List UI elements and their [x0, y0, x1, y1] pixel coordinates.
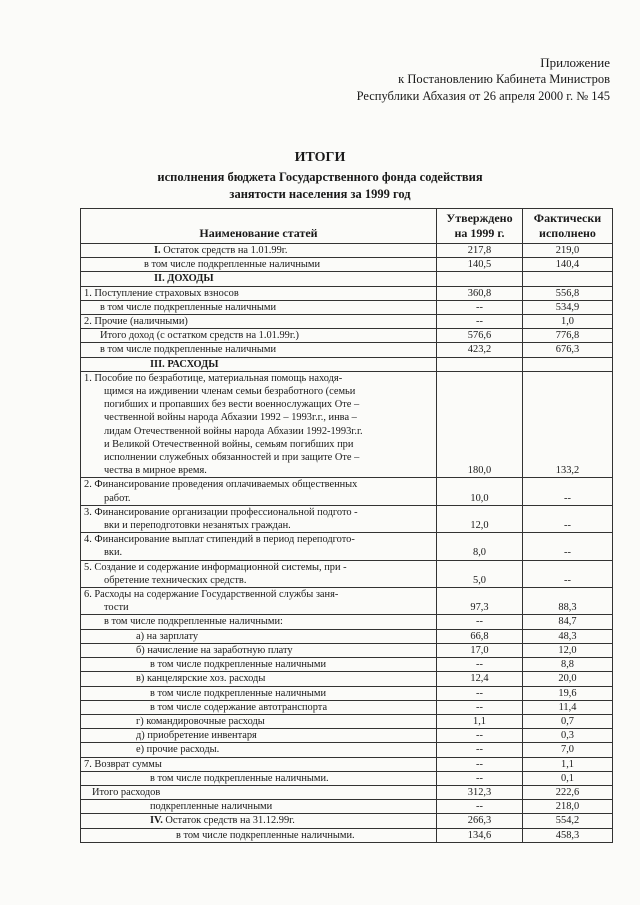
item-name-text: IV. Остаток средств на 31.12.99г.: [150, 815, 295, 827]
table-row: [81, 329, 613, 343]
table-row: [81, 615, 613, 629]
approved-value: [437, 272, 523, 286]
table-row: [81, 800, 613, 814]
table-row: [81, 771, 613, 785]
table-row: [81, 686, 613, 700]
actual-value: 219,0: [523, 244, 613, 258]
item-name-line: 6. Расходы на содержание Государственной службы заня-: [84, 589, 339, 601]
item-name-cell: [81, 714, 437, 728]
actual-value: [523, 272, 613, 286]
item-name-text: 2. Прочие (наличными): [84, 316, 188, 328]
approved-value: 10,0: [437, 478, 523, 505]
approved-value: --: [437, 686, 523, 700]
budget-table: [80, 208, 613, 843]
item-name-cell: [81, 729, 437, 743]
item-name-text: I. Остаток средств на 1.01.99г.: [154, 245, 288, 256]
table-row: [81, 533, 613, 560]
table-row: [81, 272, 613, 286]
item-name-cell: [81, 300, 437, 314]
actual-value: 133,2: [523, 371, 613, 478]
approved-value: --: [437, 743, 523, 757]
item-name-cell: [81, 700, 437, 714]
item-name-cell: [81, 814, 437, 828]
table-row: [81, 588, 613, 615]
item-name-cell: [81, 615, 437, 629]
item-name-cell: [81, 588, 437, 615]
item-name-line: лидам Отечественной войны народа Абхазии 1992-1993г.г.: [104, 425, 363, 437]
item-name-cell: [81, 658, 437, 672]
actual-value: 0,3: [523, 729, 613, 743]
item-name-cell: [81, 286, 437, 300]
header-item-name: Наименование статей: [81, 209, 437, 244]
item-name-text: е) прочие расходы.: [136, 744, 220, 756]
table-row: [81, 814, 613, 828]
item-name-line: работ.: [104, 492, 131, 504]
item-name-cell: [81, 357, 437, 371]
approved-value: 5,0: [437, 560, 523, 587]
table-row: [81, 315, 613, 329]
item-name-cell: [81, 629, 437, 643]
approved-value: --: [437, 658, 523, 672]
actual-value: 48,3: [523, 629, 613, 643]
table-header-row: [81, 209, 613, 244]
table-row: [81, 300, 613, 314]
approved-value: 180,0: [437, 371, 523, 478]
item-name-text: в том числе подкрепленные наличными: [100, 344, 277, 356]
approved-value: 360,8: [437, 286, 523, 300]
item-name-cell: [81, 505, 437, 532]
item-name-line: вки и переподготовки незанятых граждан.: [104, 520, 291, 532]
item-name-cell: [81, 743, 437, 757]
actual-value: 19,6: [523, 686, 613, 700]
actual-value: 0,7: [523, 714, 613, 728]
approved-value: --: [437, 700, 523, 714]
table-row: [81, 672, 613, 686]
actual-value: 88,3: [523, 588, 613, 615]
approved-value: 217,8: [437, 244, 523, 258]
item-name-cell: [81, 533, 437, 560]
item-name-text: II. ДОХОДЫ: [154, 273, 214, 285]
item-name-text: в том числе подкрепленные наличными:: [104, 616, 283, 628]
item-name-text: б) начисление на заработную плату: [136, 644, 293, 656]
approved-value: 576,6: [437, 329, 523, 343]
actual-value: --: [523, 478, 613, 505]
item-name-cell: [81, 560, 437, 587]
table-row: [81, 785, 613, 799]
table-row: [81, 729, 613, 743]
actual-value: 11,4: [523, 700, 613, 714]
item-name-cell: [81, 329, 437, 343]
table-row: [81, 643, 613, 657]
actual-value: 556,8: [523, 286, 613, 300]
item-name-text: в том числе подкрепленные наличными.: [150, 772, 329, 784]
actual-value: 1,0: [523, 315, 613, 329]
table-row: [81, 357, 613, 371]
approved-value: 66,8: [437, 629, 523, 643]
item-name-cell: [81, 757, 437, 771]
item-name-line: тости: [104, 602, 129, 614]
actual-value: 218,0: [523, 800, 613, 814]
approved-value: 312,3: [437, 785, 523, 799]
actual-value: 554,2: [523, 814, 613, 828]
approved-value: --: [437, 800, 523, 814]
table-row: [81, 244, 613, 258]
actual-value: 676,3: [523, 343, 613, 357]
item-name-text: в том числе подкрепленные наличными: [150, 687, 327, 699]
approved-value: 1,1: [437, 714, 523, 728]
item-name-cell: [81, 771, 437, 785]
approved-value: --: [437, 771, 523, 785]
actual-value: 7,0: [523, 743, 613, 757]
item-name-cell: [81, 272, 437, 286]
item-name-line: вки.: [104, 547, 123, 559]
actual-value: 458,3: [523, 828, 613, 842]
table-row: [81, 658, 613, 672]
actual-value: 84,7: [523, 615, 613, 629]
item-name-text: в том числе подкрепленные наличными: [100, 301, 277, 313]
item-name-line: 3. Финансирование организации профессиональной подгото -: [84, 506, 358, 518]
header-approved: Утверждено на 1999 г.: [437, 209, 523, 244]
item-name-cell: [81, 643, 437, 657]
actual-value: 8,8: [523, 658, 613, 672]
item-name-line: 1. Пособие по безработице, материальная помощь находя-: [84, 372, 343, 384]
actual-value: 222,6: [523, 785, 613, 799]
approved-value: --: [437, 757, 523, 771]
item-name-text: Итого расходов: [92, 786, 161, 798]
document-title: ИТОГИ: [294, 150, 346, 165]
item-name-line: 2. Финансирование проведения оплачиваемых общественных: [84, 479, 358, 491]
item-name-text: д) приобретение инвентаря: [136, 730, 257, 742]
item-name-cell: [81, 686, 437, 700]
actual-value: [523, 357, 613, 371]
actual-value: 12,0: [523, 643, 613, 657]
item-name-cell: [81, 785, 437, 799]
document-header: [230, 54, 610, 105]
actual-value: --: [523, 505, 613, 532]
item-name-line: чества в мирное время.: [104, 465, 207, 477]
actual-value: 776,8: [523, 329, 613, 343]
item-name-cell: [81, 800, 437, 814]
approved-value: 423,2: [437, 343, 523, 357]
header-actual: Фактически исполнено: [523, 209, 613, 244]
item-name-line: щимся на иждивении членам семьи безработного (семьи: [104, 386, 356, 398]
approved-value: 134,6: [437, 828, 523, 842]
item-name-cell: [81, 828, 437, 842]
table-row: [81, 757, 613, 771]
item-name-line: чественной войны народа Абхазии 1992 – 1993г.г., инва –: [104, 412, 357, 424]
table-row: [81, 714, 613, 728]
item-name-text: в том числе подкрепленные наличными: [150, 659, 327, 671]
approved-value: [437, 357, 523, 371]
item-name-text: III. РАСХОДЫ: [150, 358, 219, 370]
item-name-line: обретение технических средств.: [104, 574, 247, 586]
item-name-line: 4. Финансирование выплат стипендий в период переподгото-: [84, 534, 355, 546]
actual-value: --: [523, 533, 613, 560]
table-row: [81, 371, 613, 478]
item-name-cell: [81, 672, 437, 686]
item-name-line: исполнении служебных обязанностей и при защите Оте –: [104, 452, 360, 464]
table-row: [81, 743, 613, 757]
table-body: [81, 244, 613, 843]
table-row: [81, 286, 613, 300]
approved-value: 97,3: [437, 588, 523, 615]
approved-value: 8,0: [437, 533, 523, 560]
table-row: [81, 505, 613, 532]
item-name-text: в том числе подкрепленные наличными.: [176, 829, 355, 841]
document-subtitle-line1: исполнения бюджета Государственного фонда содействия: [157, 170, 483, 184]
item-name-text: подкрепленные наличными: [150, 801, 273, 813]
table-row: [81, 343, 613, 357]
item-name-cell: [81, 343, 437, 357]
decree-reference: к Постановлению Кабинета Министров: [398, 72, 610, 86]
item-name-cell: [81, 478, 437, 505]
item-name-cell: [81, 258, 437, 272]
actual-value: 0,1: [523, 771, 613, 785]
item-name-cell: [81, 315, 437, 329]
item-name-text: в) канцелярские хоз. расходы: [136, 673, 266, 685]
item-name-text: в том числе содержание автотранспорта: [150, 701, 328, 713]
appendix-label: Приложение: [540, 55, 610, 70]
table-row: [81, 700, 613, 714]
table-row: [81, 258, 613, 272]
item-name-line: погибших и пропавших без вести военнослужащих Оте –: [104, 399, 360, 411]
approved-value: --: [437, 729, 523, 743]
decree-date: Республики Абхазия от 26 апреля 2000 г. № 145: [356, 89, 610, 103]
table-row: [81, 629, 613, 643]
item-name-text: в том числе подкрепленные наличными: [144, 259, 321, 271]
actual-value: 140,4: [523, 258, 613, 272]
item-name-line: и Великой Отечественной войны, семьям погибших при: [104, 438, 354, 450]
table-row: [81, 478, 613, 505]
table-row: [81, 828, 613, 842]
document-subtitle-line2: занятости населения за 1999 год: [229, 187, 411, 201]
approved-value: --: [437, 315, 523, 329]
item-name-text: 7. Возврат суммы: [84, 758, 162, 770]
actual-value: 20,0: [523, 672, 613, 686]
item-name-text: 1. Поступление страховых взносов: [84, 287, 239, 299]
approved-value: --: [437, 615, 523, 629]
actual-value: 1,1: [523, 757, 613, 771]
approved-value: 17,0: [437, 643, 523, 657]
item-name-cell: [81, 244, 437, 258]
approved-value: 12,4: [437, 672, 523, 686]
item-name-text: г) командировочные расходы: [136, 715, 265, 727]
approved-value: --: [437, 300, 523, 314]
actual-value: 534,9: [523, 300, 613, 314]
approved-value: 140,5: [437, 258, 523, 272]
approved-value: 12,0: [437, 505, 523, 532]
item-name-line: 5. Создание и содержание информационной системы, при -: [84, 561, 347, 573]
item-name-cell: [81, 371, 437, 478]
actual-value: --: [523, 560, 613, 587]
approved-value: 266,3: [437, 814, 523, 828]
item-name-text: Итого доход (с остатком средств на 1.01.99г.): [100, 330, 299, 342]
table-row: [81, 560, 613, 587]
item-name-text: а) на зарплату: [136, 630, 199, 642]
